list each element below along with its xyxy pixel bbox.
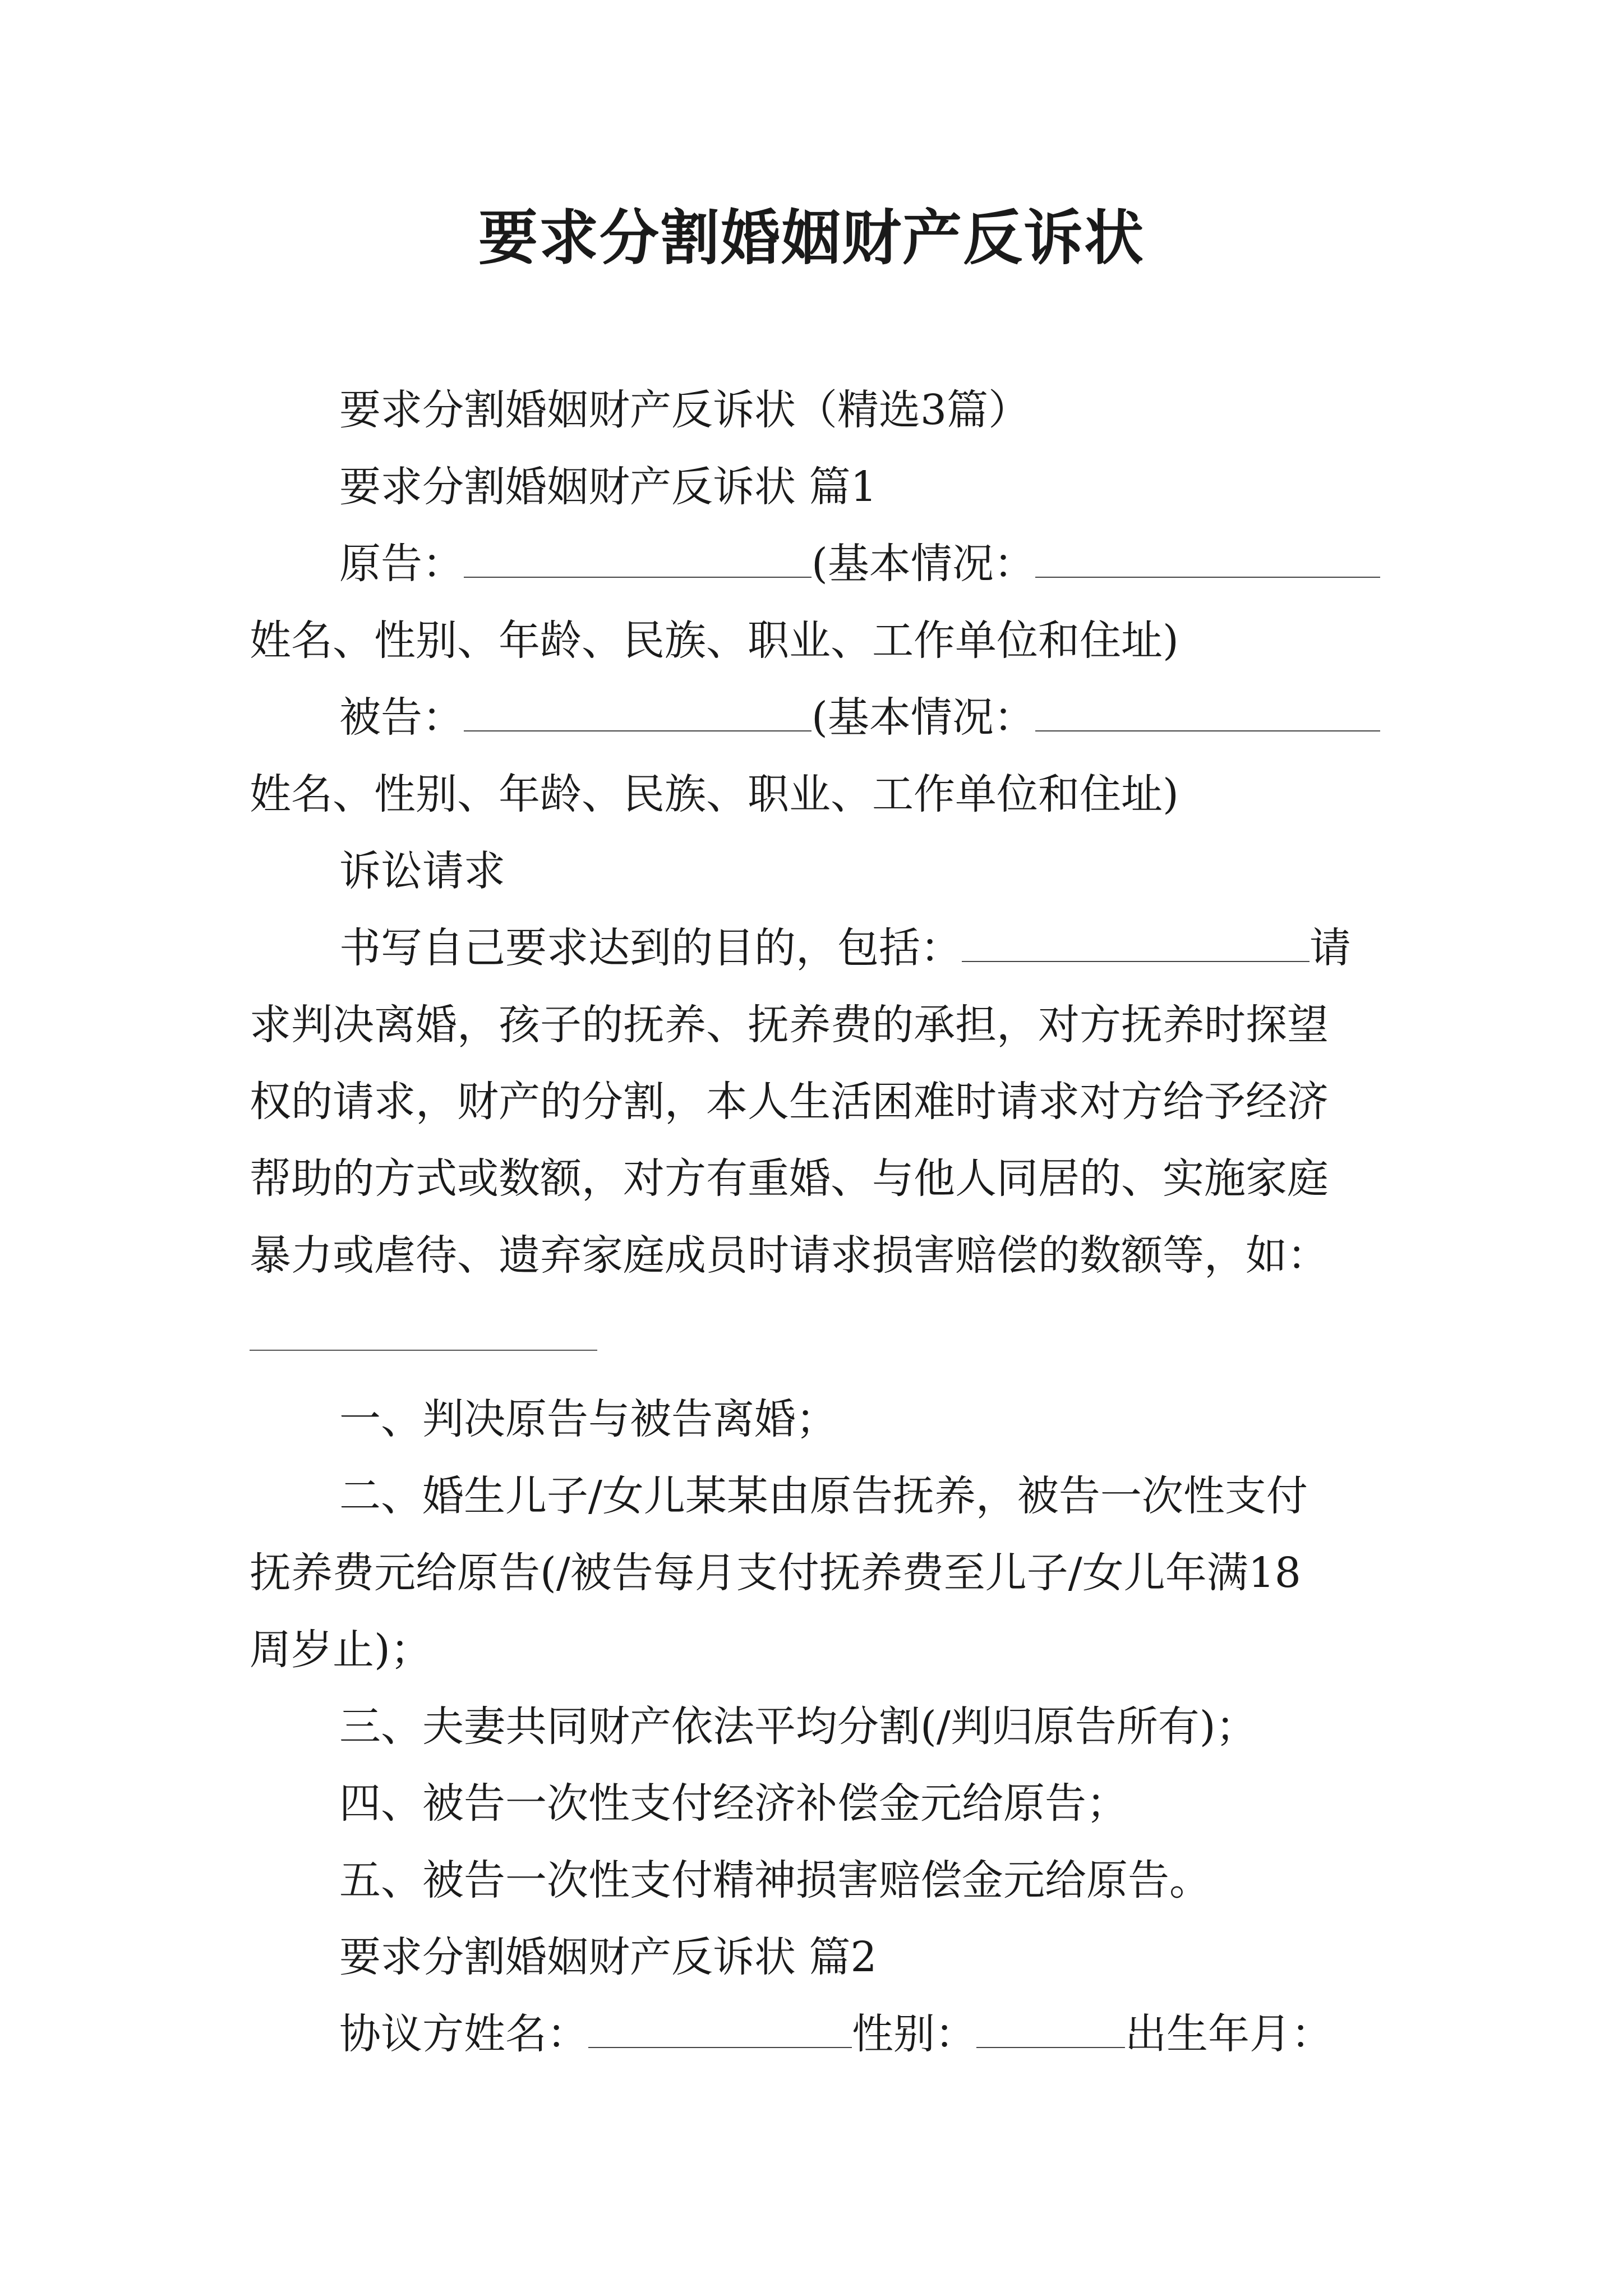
claims-goal-blank bbox=[962, 921, 1310, 962]
plaintiff-line bbox=[339, 533, 1399, 595]
defendant-label: 被告： bbox=[339, 693, 464, 742]
claim-item-1: 一、判决原告与被告离婚； bbox=[339, 1395, 837, 1443]
document-title: 要求分割婚姻财产反诉状 bbox=[478, 204, 1145, 273]
claims-heading: 诉讼请求 bbox=[339, 847, 505, 895]
claims-intro-line5: 暴力或虐待、遗弃家庭成员时请求损害赔偿的数额等，如： bbox=[250, 1231, 1329, 1280]
defendant-basic-detail: 姓名、性别、年龄、民族、职业、工作单位和住址) bbox=[250, 770, 1179, 818]
claim-item-2-line3: 周岁止)； bbox=[250, 1626, 432, 1674]
plaintiff-basic-blank bbox=[1035, 536, 1380, 578]
claim-item-5: 五、被告一次性支付精神损害赔偿金元给原告。 bbox=[339, 1856, 1211, 1904]
section2-heading: 要求分割婚姻财产反诉状 篇2 bbox=[339, 1933, 877, 1981]
plaintiff-basic-label: (基本情况： bbox=[811, 540, 1035, 588]
claims-intro-line1 bbox=[339, 917, 1399, 979]
agreement-birth-label: 出生年月： bbox=[1125, 2010, 1332, 2058]
claims-intro-end: 请 bbox=[1310, 924, 1351, 972]
claims-intro-line3: 权的请求，财产的分割，本人生活困难时请求对方给予经济 bbox=[250, 1078, 1329, 1126]
claims-intro-start: 书写自己要求达到的目的，包括： bbox=[339, 924, 962, 972]
claims-intro-line4: 帮助的方式或数额，对方有重婚、与他人同居的、实施家庭 bbox=[250, 1154, 1329, 1203]
claim-item-3: 三、夫妻共同财产依法平均分割(/判归原告所有)； bbox=[339, 1703, 1257, 1751]
agreement-line bbox=[339, 2003, 1399, 2065]
section1-heading: 要求分割婚姻财产反诉状 篇1 bbox=[339, 463, 877, 511]
claim-item-4: 四、被告一次性支付经济补偿金元给原告； bbox=[339, 1779, 1128, 1828]
plaintiff-basic-detail: 姓名、性别、年龄、民族、职业、工作单位和住址) bbox=[250, 616, 1179, 665]
document-subtitle: 要求分割婚姻财产反诉状（精选3篇） bbox=[339, 386, 1030, 434]
agreement-name-blank bbox=[588, 2007, 852, 2048]
plaintiff-name-blank bbox=[464, 536, 811, 578]
separator-line bbox=[250, 1350, 597, 1351]
defendant-name-blank bbox=[464, 690, 811, 731]
claims-intro-line2: 求判决离婚，孩子的抚养、抚养费的承担，对方抚养时探望 bbox=[250, 1001, 1329, 1049]
defendant-line bbox=[339, 687, 1399, 748]
claim-item-2-line2: 抚养费元给原告(/被告每月支付抚养费至儿子/女儿年满18 bbox=[250, 1549, 1301, 1597]
agreement-name-label: 协议方姓名： bbox=[339, 2010, 588, 2058]
agreement-gender-label: 性别： bbox=[852, 2010, 976, 2058]
defendant-basic-blank bbox=[1035, 690, 1380, 731]
plaintiff-label: 原告： bbox=[339, 540, 464, 588]
agreement-gender-blank bbox=[976, 2007, 1125, 2048]
claim-item-2-line1: 二、婚生儿子/女儿某某由原告抚养，被告一次性支付 bbox=[339, 1472, 1308, 1520]
defendant-basic-label: (基本情况： bbox=[811, 693, 1035, 742]
